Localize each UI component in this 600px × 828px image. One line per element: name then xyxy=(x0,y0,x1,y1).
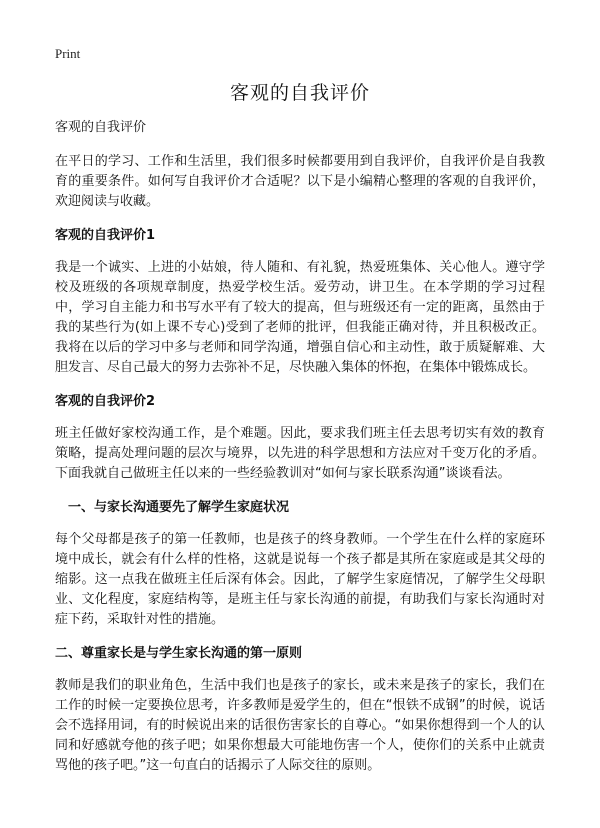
article-subtitle: 客观的自我评价 xyxy=(55,120,147,135)
section2-heading: 客观的自我评价2 xyxy=(55,394,156,409)
section1-body: 我是一个诚实、上进的小姑娘，待人随和、有礼貌，热爱班集体、关心他人。遵守学校及班级的各项规章制度，热爱学校生活。爱劳动，讲卫生。在本学期的学习过程中，学习自主能力和书写水平有了较大的提高，但与班级还有一定的距离，虽然由于我的某些行为(如上课不专心)受到了老师的批评，但我能正确对待，并且积极改正。我将在以后的学习中多与老师和同学沟通，增强自信心和主动性，敢于质疑解难、大胆发言、尽自己最大的努力去弥补不足，尽快融入集体的怀抱，在集体中锻炼成长。 xyxy=(55,260,545,375)
intro-paragraph: 在平日的学习、工作和生活里，我们很多时候都要用到自我评价，自我评价是自我教育的重要条件。如何写自我评价才合适呢？以下是小编精心整理的客观的自我评价，欢迎阅读与收藏。 xyxy=(55,154,545,209)
section1-heading: 客观的自我评价1 xyxy=(55,228,156,243)
article-content xyxy=(55,118,545,790)
point2-heading: 二、尊重家长是与学生家长沟通的第一原则 xyxy=(55,646,303,661)
page-title: 客观的自我评价 xyxy=(229,82,370,104)
section2-body: 班主任做好家校沟通工作，是个难题。因此，要求我们班主任去思考切实有效的教育策略，提高处理问题的层次与境界，以先进的科学思想和方法应对千变万化的矛盾。下面我就自己做班主任以来的一些经验教训对“如何与家长联系沟通”谈谈看法。 xyxy=(55,426,545,481)
point1-body: 每个父母都是孩子的第一任教师，也是孩子的终身教师。一个学生在什么样的家庭环境中成长，就会有什么样的性格，这就是说每一个孩子都是其所在家庭或是其父母的缩影。这一点我在做班主任后深有体会。因此，了解学生家庭情况，了解学生父母职业、文化程度，家庭结构等，是班主任与家长沟通的前提，有助我们与家长沟通时对症下药，采取针对性的措施。 xyxy=(55,532,545,627)
point1-heading: 一、与家长沟通要先了解学生家庭状况 xyxy=(68,500,290,515)
print-link[interactable]: Print xyxy=(55,46,81,61)
point2-body: 教师是我们的职业角色，生活中我们也是孩子的家长，或未来是孩子的家长，我们在工作的时候一定要换位思考，许多教师是爱学生的，但在“恨铁不成钢”的时候，说话会不选择用词，有的时候说出来的话很伤害家长的自尊心。“如果你想得到一个人的认同和好感就夸他的孩子吧；如果你想最大可能地伤害一个人，使你们的关系中止就责骂他的孩子吧。”这一句直白的话揭示了人际交往的原则。 xyxy=(55,678,545,773)
